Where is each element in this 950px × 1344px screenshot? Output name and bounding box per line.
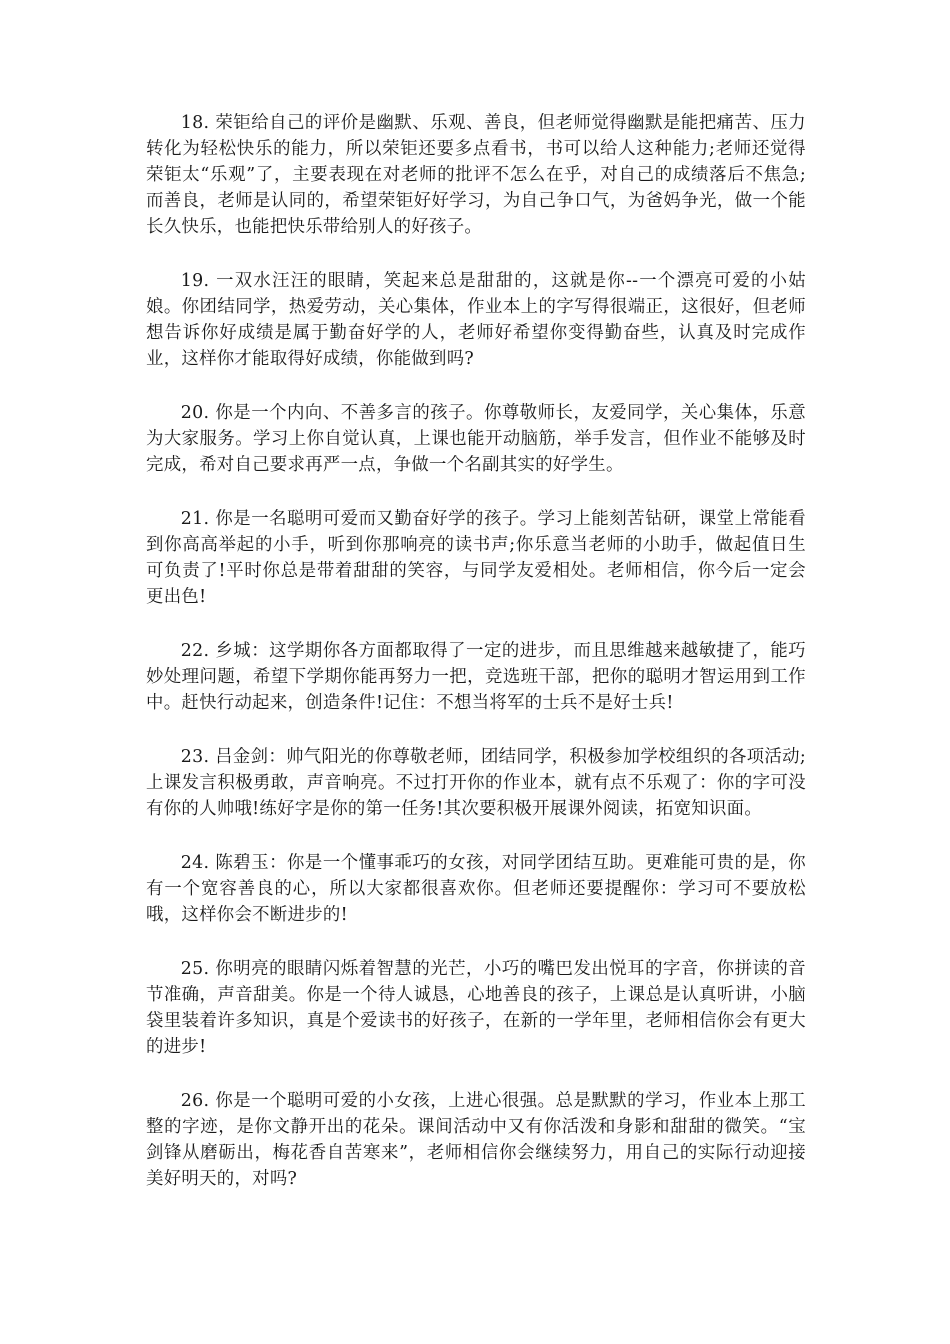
paragraph-18: 18. 荣钜给自己的评价是幽默、乐观、善良，但老师觉得幽默是能把痛苦、压力转化为轻松快乐的能力，所以荣钜还要多点看书，书可以给人这种能力;老师还觉得荣钜太“乐观”了，主要表现在对老师的批评不怎么在乎，对自己的成绩落后不焦急;而善良，老师是认同的，希望荣钜好好学习，为自己争口气，为爸妈争光，做一个能长久快乐，也能把快乐带给别人的好孩子。 [146,113,806,237]
paragraph-21: 21. 你是一名聪明可爱而又勤奋好学的孩子。学习上能刻苦钻研，课堂上常能看到你高高举起的小手，听到你那响亮的读书声;你乐意当老师的小助手，做起值日生可负责了!平时你总是带着甜甜的笑容，与同学友爱相处。老师相信，你今后一定会更出色! [146,509,806,607]
paragraph-23: 23. 吕金剑：帅气阳光的你尊敬老师，团结同学，积极参加学校组织的各项活动;上课发言积极勇敢，声音响亮。不过打开你的作业本，就有点不乐观了：你的字可没有你的人帅哦!练好字是你的第一任务!其次要积极开展课外阅读，拓宽知识面。 [146,747,806,819]
paragraph-20: 20. 你是一个内向、不善多言的孩子。你尊敬师长，友爱同学，关心集体，乐意为大家服务。学习上你自觉认真，上课也能开动脑筋，举手发言，但作业不能够及时完成，希对自己要求再严一点，争做一个名副其实的好学生。 [146,403,806,475]
paragraph-19: 19. 一双水汪汪的眼睛，笑起来总是甜甜的，这就是你--一个漂亮可爱的小姑娘。你团结同学，热爱劳动，关心集体，作业本上的字写得很端正，这很好，但老师想告诉你好成绩是属于勤奋好学的人，老师好希望你变得勤奋些，认真及时完成作业，这样你才能取得好成绩，你能做到吗? [146,271,806,369]
paragraph-26: 26. 你是一个聪明可爱的小女孩，上进心很强。总是默默的学习，作业本上那工整的字迹，是你文静开出的花朵。课间活动中又有你活泼和身影和甜甜的微笑。“宝剑锋从磨砺出，梅花香自苦寒来”，老师相信你会继续努力，用自己的实际行动迎接美好明天的，对吗? [146,1091,806,1189]
paragraph-24: 24. 陈碧玉：你是一个懂事乖巧的女孩，对同学团结互助。更难能可贵的是，你有一个宽容善良的心，所以大家都很喜欢你。但老师还要提醒你：学习可不要放松哦，这样你会不断进步的! [146,853,806,925]
paragraph-22: 22. 乡城：这学期你各方面都取得了一定的进步，而且思维越来越敏捷了，能巧妙处理问题，希望下学期你能再努力一把，竞选班干部，把你的聪明才智运用到工作中。赶快行动起来，创造条件!记住：不想当将军的士兵不是好士兵! [146,641,806,713]
paragraph-25: 25. 你明亮的眼睛闪烁着智慧的光芒，小巧的嘴巴发出悦耳的字音，你拼读的音节准确，声音甜美。你是一个待人诚恳，心地善良的孩子，上课总是认真听讲，小脑袋里装着许多知识，真是个爱读书的好孩子，在新的一学年里，老师相信你会有更大的进步! [146,959,806,1057]
document-page [146,110,806,1220]
